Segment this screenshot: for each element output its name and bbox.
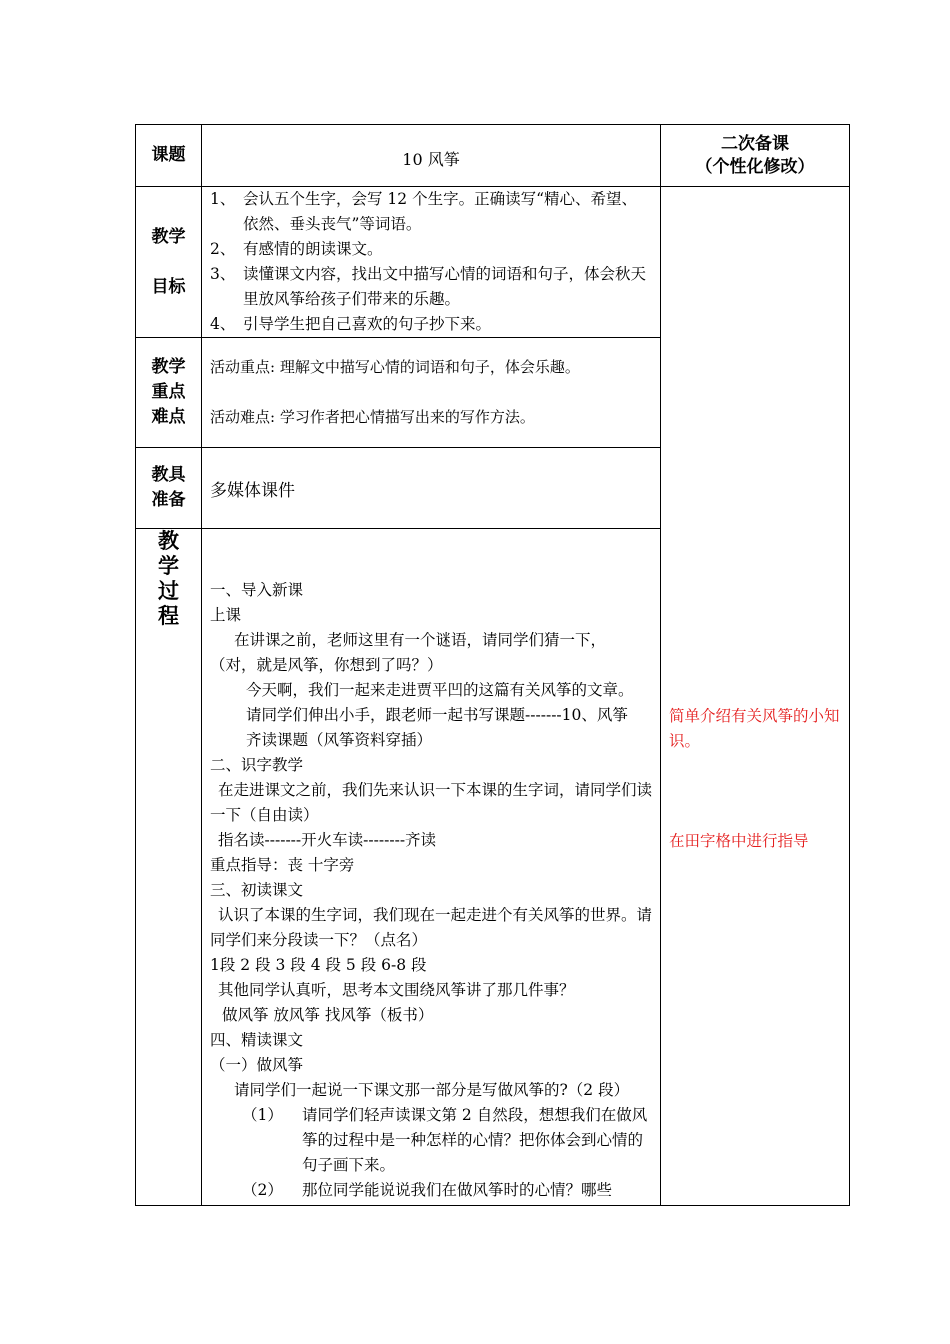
process-line: 上课: [210, 606, 242, 624]
second-prep-header: [661, 125, 850, 187]
process-line: 今天啊，我们一起来走进贾平凹的这篇有关风筝的文章。: [246, 681, 634, 699]
note-tianzige-guidance: 在田字格中进行指导: [669, 832, 809, 850]
key-points-label: 教学 重点 难点: [136, 338, 202, 448]
second-prep-notes-cell: [661, 187, 850, 1206]
objectives-label-line2: 目标: [151, 276, 186, 297]
process-line: 认识了本课的生字词，我们现在一起走进个有关风筝的世界。请同学们来分段读一下？（点名）: [210, 906, 653, 949]
process-line: 齐读课题（风筝资料穿插）: [246, 731, 433, 749]
process-line: 三、初读课文: [210, 881, 304, 899]
objective-item: 1、 会认五个生字，会写 12 个生字。正确读写“精心、希望、依然、垂头丧气”等词语。: [210, 187, 652, 237]
process-line: 请同学们一起说一下课文那一部分是写做风筝的?（2 段）: [234, 1081, 630, 1099]
process-content: [202, 529, 661, 1206]
key-points-content: [202, 338, 661, 448]
lesson-title-cell: [202, 125, 661, 187]
process-line: 请同学们伸出小手，跟老师一起书写课题-------10、风筝: [246, 706, 628, 724]
objective-item: 2、 有感情的朗读课文。: [210, 237, 652, 262]
key-difficulty: 活动难点: 学习作者把心情描写出来的写作方法。: [210, 408, 535, 426]
process-line: 在走进课文之前，我们先来认识一下本课的生字词，请同学们读一下（自由读）: [210, 781, 653, 824]
header-row: [136, 125, 850, 187]
process-sub-item: （2） 那位同学能说说我们在做风筝时的心情？哪些: [210, 1178, 652, 1203]
process-label: 教 学 过 程: [136, 529, 202, 1206]
process-line: 指名读-------开火车读--------齐读: [218, 831, 437, 849]
key-focus: 活动重点: 理解文中描写心情的词语和句子，体会乐趣。: [210, 358, 580, 376]
objective-text: 读懂课文内容，找出文中描写心情的词语和句子，体会秋天里放风筝给孩子们带来的乐趣。: [243, 265, 647, 308]
process-line: 四、精读课文: [210, 1031, 304, 1049]
sub-item-text: 请同学们轻声读课文第 2 自然段，想想我们在做风筝的过程中是一种怎样的心情？把你体会到心情的句子画下来。: [302, 1106, 648, 1174]
objectives-content: [202, 187, 661, 338]
process-line: 其他同学认真听，思考本文围绕风筝讲了那几件事？: [218, 981, 575, 999]
process-line: （一）做风筝: [210, 1056, 304, 1074]
sub-item-text: 那位同学能说说我们在做风筝时的心情？哪些: [302, 1181, 613, 1199]
note-kite-knowledge: 简单介绍有关风筝的小知识。: [669, 707, 840, 750]
second-prep-title: 二次备课: [721, 133, 789, 154]
process-line: 重点指导：丧 十字旁: [210, 856, 355, 874]
process-line: 做风筝 放风筝 找风筝（板书）: [222, 1006, 434, 1024]
process-line: 在讲课之前，老师这里有一个谜语，请同学们猜一下，: [234, 631, 607, 649]
lesson-title: 10 风筝: [402, 150, 460, 169]
objective-text: 有感情的朗读课文。: [243, 240, 383, 258]
process-line: （对，就是风筝，你想到了吗？）: [210, 656, 443, 674]
topic-label: [136, 125, 202, 187]
lesson-plan-table: [135, 124, 850, 1206]
process-line: 1段 2 段 3 段 4 段 5 段 6-8 段: [210, 956, 427, 974]
process-line: 二、识字教学: [210, 756, 304, 774]
objective-item: 3、 读懂课文内容，找出文中描写心情的词语和句子，体会秋天里放风筝给孩子们带来的乐趣。: [210, 262, 652, 312]
objective-item: 4、 引导学生把自己喜欢的句子抄下来。: [210, 312, 652, 337]
materials-text: 多媒体课件: [210, 480, 295, 501]
objective-text: 引导学生把自己喜欢的句子抄下来。: [243, 315, 492, 333]
objectives-label: [136, 187, 202, 338]
materials-label: 教具 准备: [136, 448, 202, 529]
objective-text: 会认五个生字，会写 12 个生字。正确读写“精心、希望、依然、垂头丧气”等词语。: [243, 190, 638, 233]
materials-content: [202, 448, 661, 529]
objectives-label-line1: 教学: [151, 226, 186, 247]
process-sub-item: （1） 请同学们轻声读课文第 2 自然段，想想我们在做风筝的过程中是一种怎样的心情？把你体会到心情的句子画下来。: [210, 1103, 652, 1178]
objectives-row: [136, 187, 850, 338]
topic-label-text: 课题: [151, 145, 186, 165]
second-prep-subtitle: （个性化修改）: [695, 156, 815, 177]
process-line: 一、导入新课: [210, 581, 304, 599]
